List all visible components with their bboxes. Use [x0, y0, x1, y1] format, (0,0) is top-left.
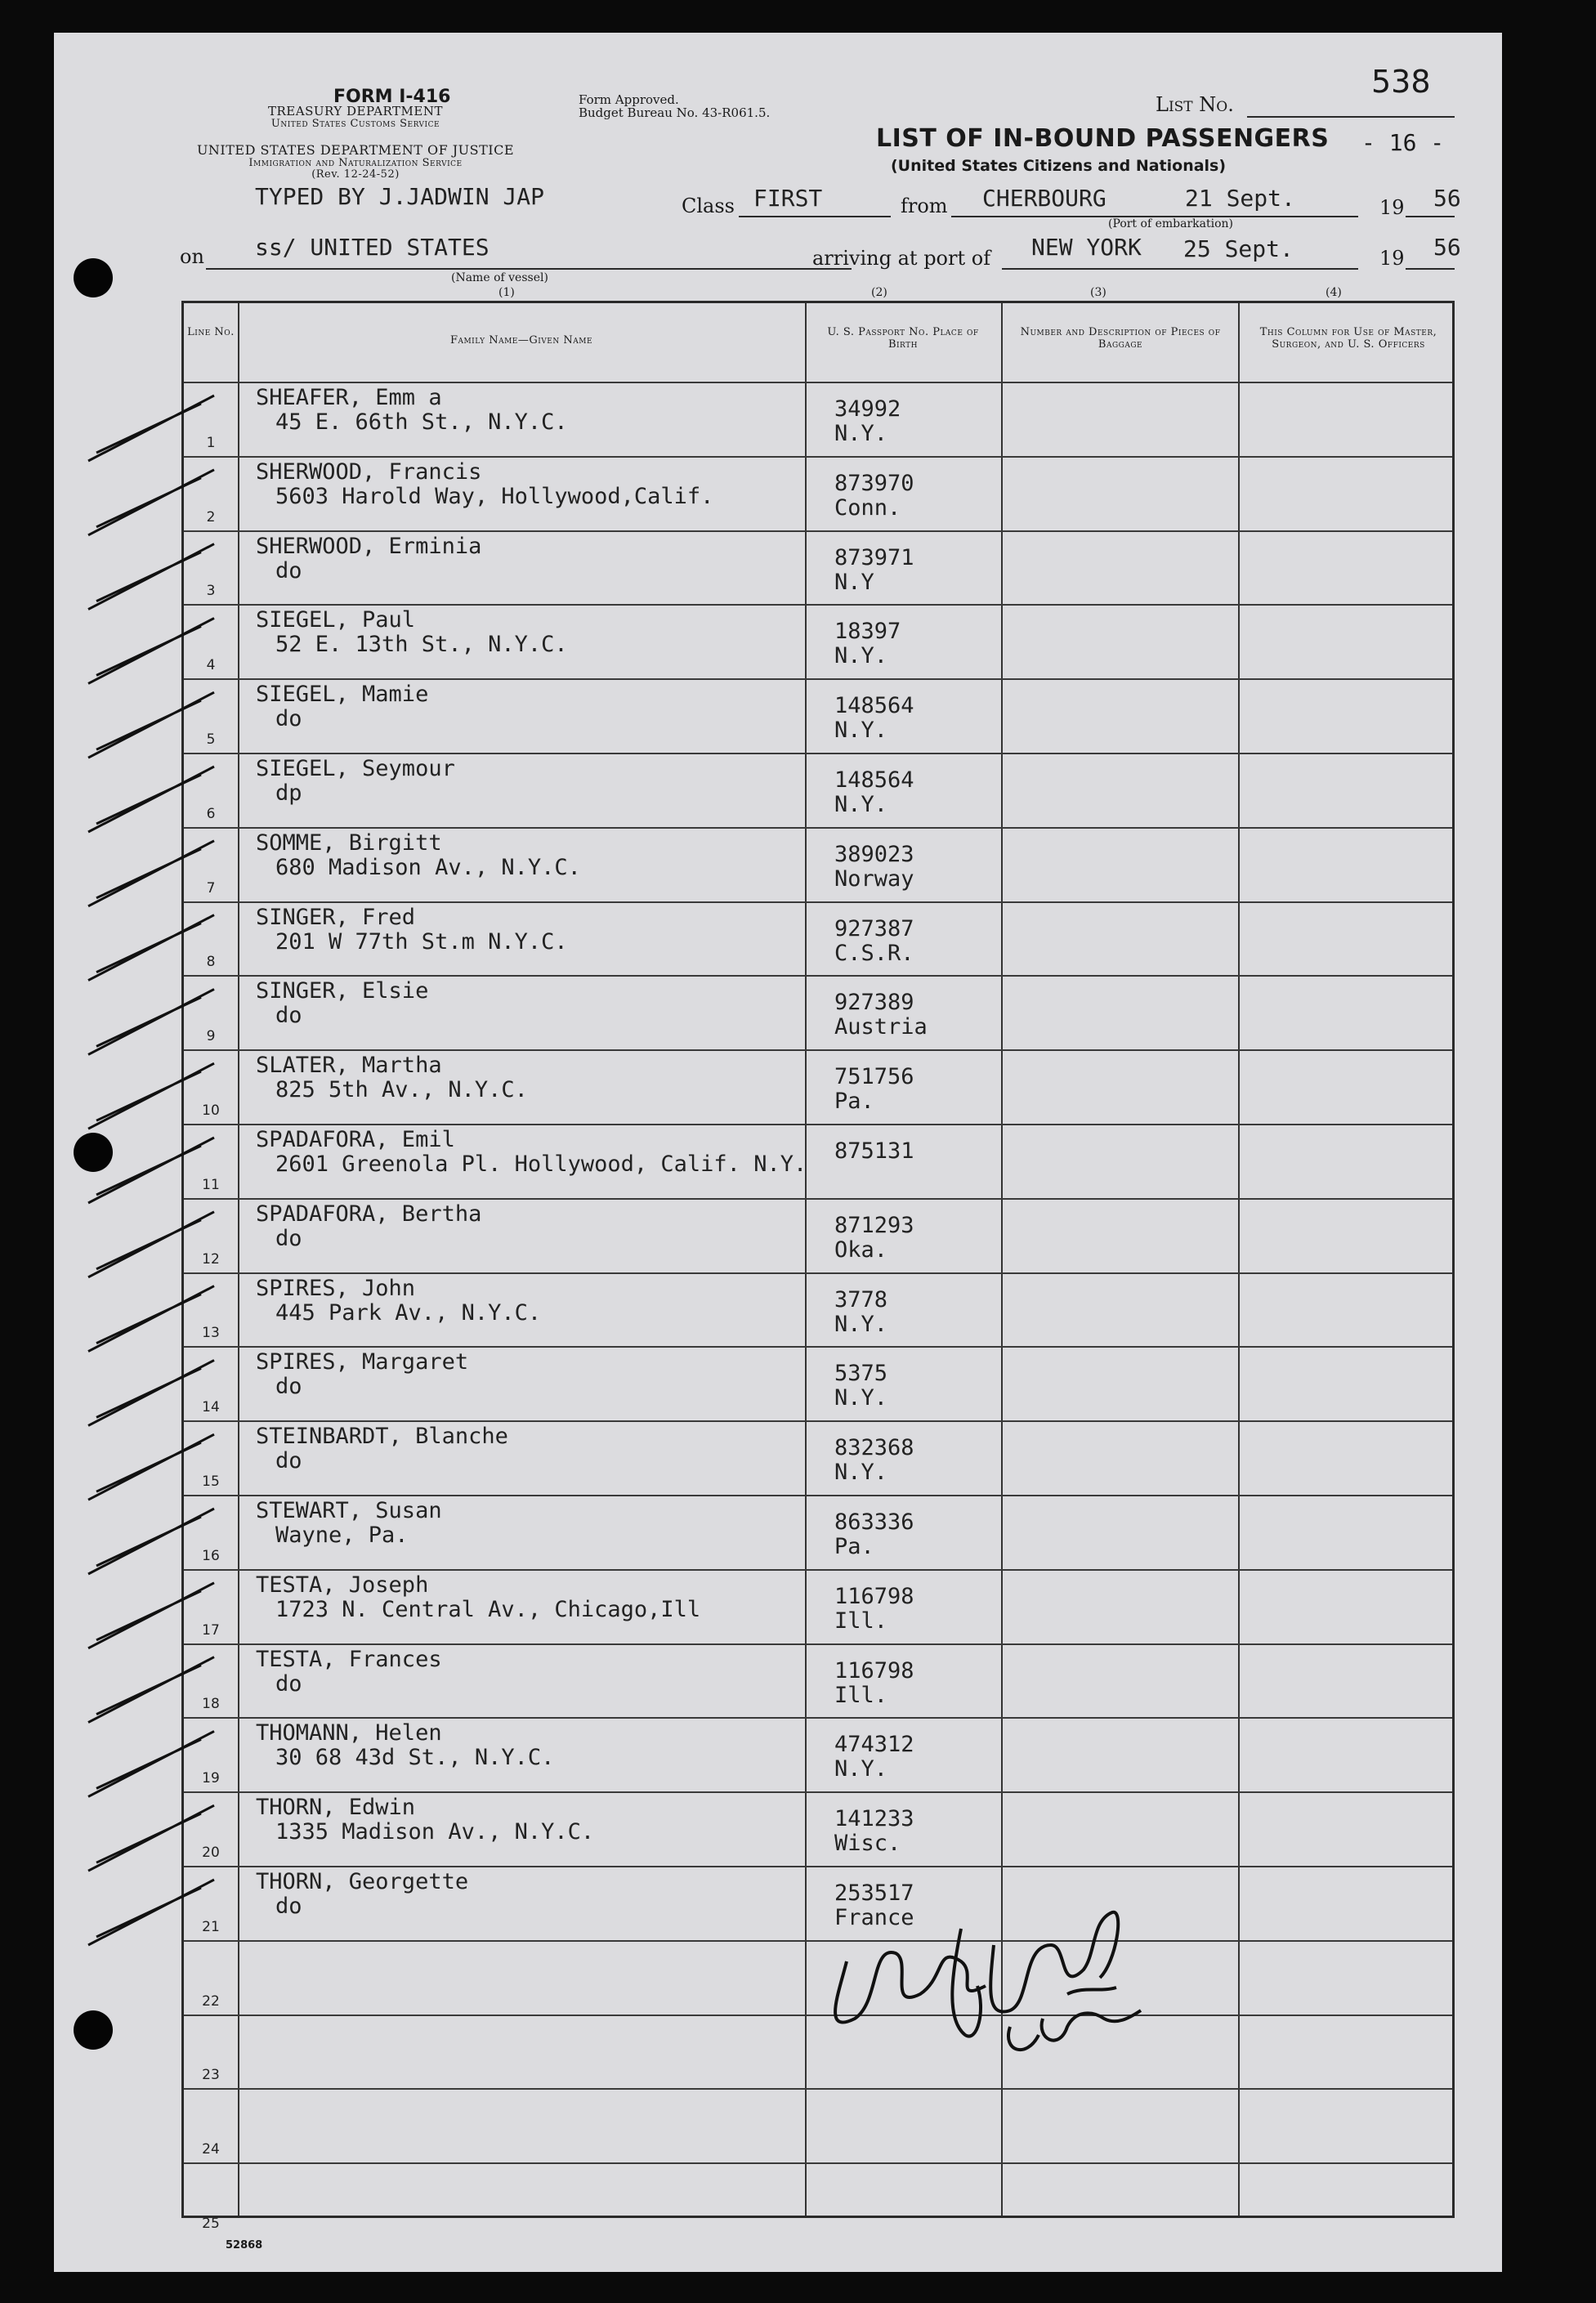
place-of-birth: N.Y.: [834, 1460, 888, 1486]
check-mark: [88, 1063, 214, 1129]
line-number: 21: [202, 1918, 220, 1935]
passenger-name: SINGER, Fred: [256, 904, 416, 930]
line-number: 8: [206, 954, 216, 971]
arrival-year: 56: [1433, 234, 1461, 261]
passport-number: 751756: [834, 1064, 914, 1090]
place-of-birth: Austria: [834, 1014, 928, 1040]
passport-number: 141233: [834, 1806, 914, 1832]
passenger-name: SPADAFORA, Bertha: [256, 1201, 482, 1227]
place-of-birth: Norway: [834, 865, 914, 892]
passport-number: 148564: [834, 767, 914, 793]
place-of-birth: Pa.: [834, 1534, 874, 1559]
passport-number: 389023: [834, 841, 914, 867]
customs-service: United States Customs Service: [270, 118, 440, 130]
line-number: 5: [206, 731, 216, 748]
line-number: 7: [206, 879, 216, 897]
passenger-address: do: [275, 1670, 302, 1697]
check-mark: [88, 989, 214, 1054]
check-mark: [88, 1360, 214, 1425]
passport-number: 873970: [834, 470, 914, 496]
passport-number: 34992: [834, 396, 901, 422]
passport-number: 116798: [834, 1583, 914, 1609]
passport-number: 875131: [834, 1138, 914, 1164]
check-mark: [88, 1286, 214, 1352]
passenger-name: SLATER, Martha: [256, 1053, 442, 1079]
line-number: 22: [202, 1992, 220, 2010]
header-officers: This Column for Use of Master, Surgeon, and U. S. Officers: [1259, 326, 1437, 351]
treasury-dept: TREASURY DEPARTMENT: [268, 104, 443, 119]
class-value: FIRST: [753, 185, 823, 212]
passenger-address: 45 E. 66th St., N.Y.C.: [275, 409, 568, 435]
place-of-birth: N.Y.: [834, 1756, 888, 1782]
approval-text: Form Approved.: [579, 92, 679, 107]
line-number: 24: [202, 2141, 220, 2158]
punch-hole-bottom: [74, 2010, 113, 2050]
passport-number: 863336: [834, 1509, 914, 1535]
page-number: - 16 -: [1361, 129, 1445, 156]
passenger-address: do: [275, 1374, 302, 1400]
passenger-address: do: [275, 1448, 302, 1474]
line-number: 6: [206, 805, 216, 822]
passenger-address: 5603 Harold Way, Hollywood,Calif.: [275, 483, 714, 509]
line-number: 25: [202, 2215, 220, 2232]
list-no-label: List No.: [1156, 93, 1234, 116]
form-sheet: [54, 33, 1502, 2272]
from-label: from: [901, 195, 948, 217]
passenger-address: 1723 N. Central Av., Chicago,Ill: [275, 1596, 701, 1622]
typed-by: TYPED BY J.JADWIN JAP: [255, 183, 545, 210]
passport-number: 116798: [834, 1657, 914, 1684]
passenger-address: do: [275, 557, 302, 584]
line-number: 11: [202, 1176, 220, 1193]
justice-dept: UNITED STATES DEPARTMENT OF JUSTICE: [196, 142, 515, 158]
vessel-label: (Name of vessel): [451, 271, 548, 284]
arrival-port: NEW YORK: [1031, 234, 1142, 261]
place-of-birth: N.Y.: [834, 718, 888, 744]
passenger-name: THORN, Edwin: [256, 1795, 416, 1821]
check-mark: [88, 1509, 214, 1574]
line-number: 9: [206, 1028, 216, 1045]
passenger-address: do: [275, 706, 302, 732]
check-mark: [88, 1212, 214, 1277]
line-number: 3: [206, 583, 216, 600]
check-mark: [88, 915, 214, 981]
passenger-name: TESTA, Frances: [256, 1646, 442, 1672]
passenger-name: SIEGEL, Seymour: [256, 756, 455, 781]
punch-hole-middle: [74, 1133, 113, 1172]
place-of-birth: Wisc.: [834, 1831, 901, 1857]
check-mark: [88, 1880, 214, 1945]
place-of-birth: France: [834, 1905, 914, 1930]
from-date: 21 Sept.: [1185, 185, 1295, 212]
budget-text: Budget Bureau No. 43-R061.5.: [579, 105, 771, 120]
line-number: 12: [202, 1250, 220, 1268]
check-mark: [88, 1657, 214, 1723]
passenger-name: SIEGEL, Paul: [256, 607, 416, 633]
revision: (Rev. 12-24-52): [311, 168, 400, 181]
col-num-1: (1): [498, 286, 515, 299]
check-mark: [88, 618, 214, 683]
form-title: LIST OF IN-BOUND PASSENGERS: [876, 124, 1330, 153]
passenger-name: STEINBARDT, Blanche: [256, 1424, 508, 1450]
place-of-birth: N.Y.: [834, 643, 888, 669]
year-prefix-1: 19: [1379, 196, 1405, 219]
check-mark: [88, 544, 214, 610]
place-of-birth: Conn.: [834, 494, 901, 521]
check-mark: [88, 1583, 214, 1648]
passport-number: 871293: [834, 1212, 914, 1238]
list-number: 538: [1371, 64, 1431, 100]
place-of-birth: Ill.: [834, 1682, 888, 1708]
punch-hole-top: [74, 258, 113, 297]
passenger-address: Wayne, Pa.: [275, 1523, 409, 1548]
passenger-name: SHEAFER, Emm a: [256, 385, 442, 410]
passport-number: 18397: [834, 619, 901, 645]
line-number: 1: [206, 434, 216, 451]
header-name: Family Name—Given Name: [449, 334, 593, 347]
inspector-signature: [822, 1896, 1182, 2084]
place-of-birth: Pa.: [834, 1089, 874, 1115]
passenger-name: STEWART, Susan: [256, 1498, 442, 1523]
place-of-birth: N.Y.: [834, 1311, 888, 1337]
line-number: 14: [202, 1399, 220, 1416]
place-of-birth: Ill.: [834, 1608, 888, 1634]
footer-code: 52868: [226, 2239, 263, 2252]
header-line-no: Line No.: [187, 326, 235, 338]
passenger-address: 680 Madison Av., N.Y.C.: [275, 854, 581, 880]
col-num-4: (4): [1326, 286, 1342, 299]
class-label: Class: [682, 195, 735, 217]
check-mark: [88, 692, 214, 758]
passport-number: 474312: [834, 1732, 914, 1758]
line-number: 20: [202, 1844, 220, 1861]
passenger-name: SPIRES, John: [256, 1275, 416, 1301]
passenger-address: 30 68 43d St., N.Y.C.: [275, 1745, 555, 1771]
place-of-birth: N.Y.: [834, 1385, 888, 1411]
passenger-name: SPIRES, Margaret: [256, 1349, 469, 1375]
passenger-address: 445 Park Av., N.Y.C.: [275, 1299, 542, 1326]
arriving-label: arriving at port of: [812, 247, 991, 270]
line-number: 4: [206, 657, 216, 674]
year-prefix-2: 19: [1379, 247, 1405, 270]
col-num-2: (2): [871, 286, 887, 299]
col-num-3: (3): [1090, 286, 1106, 299]
place-of-birth: N.Y: [834, 569, 874, 595]
check-mark: [88, 470, 214, 535]
embarkation-label: (Port of embarkation): [1108, 217, 1233, 230]
line-number: 10: [202, 1102, 220, 1119]
passport-number: 148564: [834, 693, 914, 719]
passport-number: 873971: [834, 544, 914, 570]
from-port: CHERBOURG: [982, 185, 1106, 212]
line-number: 13: [202, 1325, 220, 1342]
on-label: on: [180, 245, 204, 268]
passenger-name: SIEGEL, Mamie: [256, 682, 429, 708]
passenger-address: do: [275, 1894, 302, 1919]
check-mark: [88, 1805, 214, 1871]
check-mark: [88, 767, 214, 832]
passenger-address: do: [275, 1003, 302, 1029]
form-subtitle: (United States Citizens and Nationals): [891, 157, 1227, 175]
place-of-birth: C.S.R.: [834, 940, 914, 966]
line-number: 19: [202, 1770, 220, 1787]
line-number: 23: [202, 2067, 220, 2084]
passenger-address: 825 5th Av., N.Y.C.: [275, 1077, 528, 1103]
passenger-name: SHERWOOD, Francis: [256, 458, 482, 485]
check-mark: [88, 396, 214, 461]
line-number: 17: [202, 1621, 220, 1639]
passenger-address: 201 W 77th St.m N.Y.C.: [275, 928, 568, 955]
ins-service: Immigration and Naturalization Service: [248, 157, 463, 169]
passenger-address: do: [275, 1225, 302, 1251]
place-of-birth: Oka.: [834, 1236, 888, 1263]
passenger-name: SPADAFORA, Emil: [256, 1127, 455, 1152]
check-mark: [88, 841, 214, 906]
check-marks: [54, 33, 1502, 2272]
check-mark: [88, 1731, 214, 1796]
from-year: 56: [1433, 185, 1461, 212]
passport-number: 5375: [834, 1361, 888, 1387]
line-number: 16: [202, 1547, 220, 1564]
header-baggage: Number and Description of Pieces of Baggage: [1020, 326, 1221, 351]
passport-number: 927387: [834, 915, 914, 941]
passenger-address: dp: [275, 780, 302, 806]
header-passport: U. S. Passport No. Place of Birth: [827, 326, 979, 351]
place-of-birth: N.Y.: [834, 421, 888, 446]
form-number: FORM I-416: [333, 87, 451, 107]
passenger-name: THORN, Georgette: [256, 1869, 469, 1894]
passenger-address: 52 E. 13th St., N.Y.C.: [275, 632, 568, 658]
line-number: 18: [202, 1696, 220, 1713]
line-number: 15: [202, 1473, 220, 1490]
check-mark: [88, 1434, 214, 1500]
passenger-name: TESTA, Joseph: [256, 1572, 429, 1598]
passenger-name: SOMME, Birgitt: [256, 830, 442, 856]
passenger-name: SINGER, Elsie: [256, 978, 429, 1004]
passenger-name: THOMANN, Helen: [256, 1720, 442, 1746]
place-of-birth: N.Y.: [834, 792, 888, 817]
arrival-date: 25 Sept.: [1183, 235, 1294, 262]
passport-number: 253517: [834, 1880, 914, 1906]
vessel-name: ss/ UNITED STATES: [255, 234, 490, 261]
passport-number: 927389: [834, 990, 914, 1016]
passport-number: 3778: [834, 1286, 888, 1312]
passenger-name: SHERWOOD, Erminia: [256, 533, 482, 559]
passenger-address: 2601 Greenola Pl. Hollywood, Calif. N.Y.: [275, 1152, 807, 1177]
line-number: 2: [206, 508, 216, 525]
passport-number: 832368: [834, 1435, 914, 1461]
passenger-address: 1335 Madison Av., N.Y.C.: [275, 1819, 595, 1845]
